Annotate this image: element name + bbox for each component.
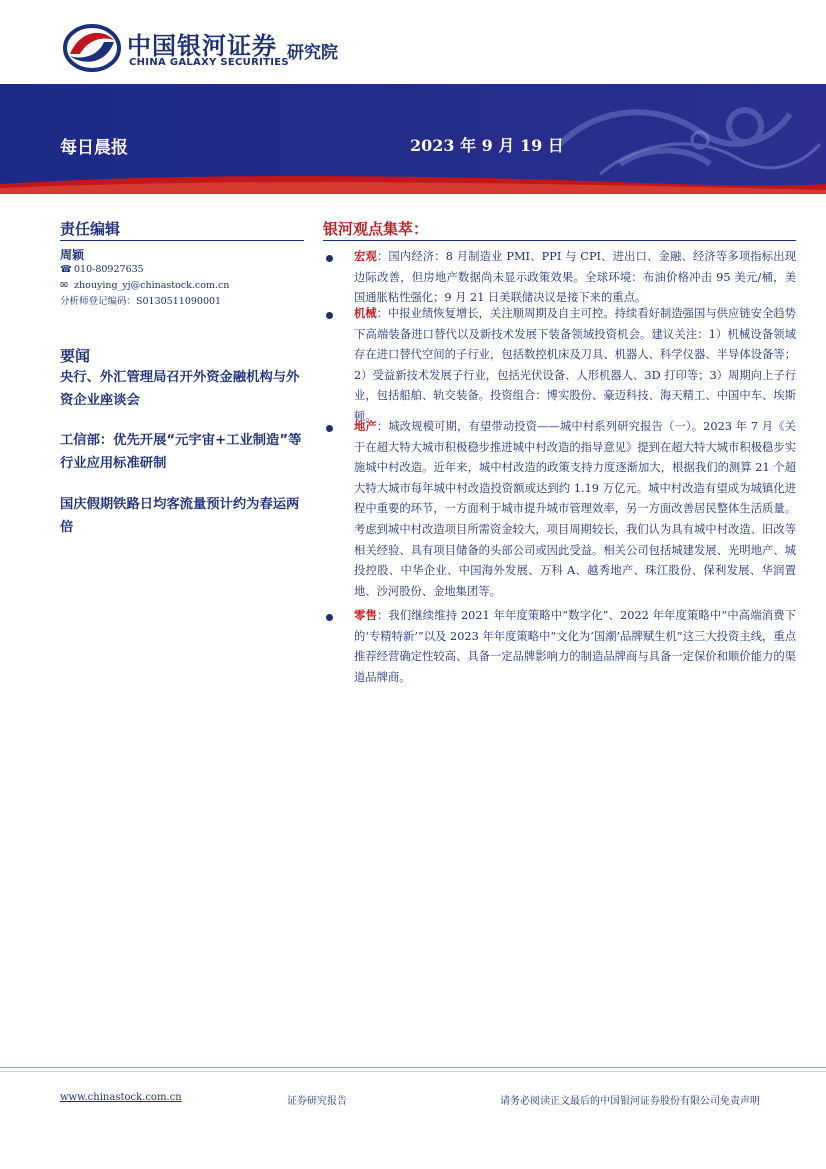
editor-section-title: 责任编辑 [60,220,121,238]
view-paragraph-property [354,417,796,602]
view-paragraph-retail [354,606,796,688]
phone-icon: ☎ [60,264,72,275]
bullet-icon [326,255,333,262]
footer-divider [0,1067,826,1068]
report-type-title: 每日晨报 [60,138,128,158]
editor-phone-row [60,264,144,275]
bullet-icon [326,312,333,319]
envelope-icon: ✉ [60,280,68,291]
news-item: 央行、外汇管理局召开外资金融机构与外资企业座谈会 [60,370,300,408]
editor-name: 周颖 [60,248,85,262]
logo-english-name: CHINA GALAXY SECURITIES [129,57,289,68]
view-paragraph-macro [354,247,796,309]
news-item: 工信部：优先开展“元宇宙+工业制造”等行业应用标准研制 [60,433,302,471]
editor-email-row [60,280,229,291]
institute-label: 研究院 [287,43,338,63]
view-text: ：我们继续维持 2021 年年度策略中“数字化”、2022 年年度策略中“中高端消费下的‘专精特新’”以及 2023 年年度策略中“文化为‘国潮’品牌赋生机”这三大投资主线，重点推荐经营确定性较高、具备一定品牌影响力的制造品牌商与具备一定保价和顺价能力的渠道品牌商。 [354,609,796,684]
view-label: 零售 [354,609,377,622]
bullet-icon [326,614,333,621]
editor-email[interactable]: zhouying_yj@chinastock.com.cn [74,280,230,291]
view-label: 地产 [354,420,377,433]
editor-divider [60,240,304,241]
view-label: 机械 [354,307,377,320]
view-text: ：城改规模可期，有望带动投资——城中村系列研究报告（一）。2023 年 7 月《关于在超大特大城市积极稳步推进城中村改造的指导意见》提到在超大特大城市积极稳步实施城中村改造。近年来，城中村改造的政策支持力度逐渐加大，根据我们的测算 21 个超大特大城市每年城中村改造投资额或达到约 1.19 万亿元。城中村改造有望成为城镇化进程中重要的环节，一方面利于城市提升城市管理效率，另一方面改善居民整体生活质量。考虑到城中村改造项目所需资金较大，项目周期较长，我们认为具有城中村改造、旧改等相关经验、具有项目储备的头部公司或因此受益。相关公司包括城建发展、光明地产、城投控股、中华企业、中国海外发展、万科 A、越秀地产、珠江股份、保利发展、华润置地、沙河股份、金地集团等。 [354,420,796,598]
news-item: 国庆假期铁路日均客流量预计约为春运两倍 [60,497,300,535]
galaxy-logo-icon [62,20,122,76]
views-divider [323,240,796,241]
view-text: ：中报业绩恢复增长，关注顺周期及自主可控。持续看好制造强国与供应链安全趋势下高端装备进口替代以及新技术发展下装备领域投资机会。建议关注：1）机械设备领域存在进口替代空间的子行业，包括数控机床及刀具、机器人、科学仪器、半导体设备等；2）受益新技术发展子行业，包括光伏设备、人形机器人、3D 打印等；3）周期向上子行业，包括船舶、轨交装备。投资组合：博实股份、豪迈科技、海天精工、中国中车、埃斯顿。 [354,307,796,423]
logo-chinese-name: 中国银河证券 [127,32,277,60]
bullet-icon [326,425,333,432]
editor-license: 分析师登记编码：S0130511090001 [60,296,222,307]
editor-phone: 010-80927635 [74,264,144,275]
view-text: ：国内经济：8 月制造业 PMI、PPI 与 CPI、进出口、金融、经济等多项指标出现边际改善，但房地产数据尚未显示政策效果。全球环境：布油价格冲击 95 美元/桶，美国通胀粘性强化；9 月 21 日美联储决议是接下来的重点。 [354,250,796,305]
footer-disclaimer: 请务必阅读正文最后的中国银河证券股份有限公司免责声明 [500,1096,760,1107]
company-logo [62,20,362,80]
report-date: 2023 年 9 月 19 日 [410,136,564,155]
view-label: 宏观 [354,250,377,263]
views-section-title: 银河观点集萃： [323,220,429,238]
footer-divider [0,1071,826,1072]
footer-website-link[interactable]: www.chinastock.com.cn [60,1092,182,1103]
footer-category: 证券研究报告 [287,1096,347,1107]
view-paragraph-machinery [354,304,796,428]
news-section-title: 要闻 [60,347,91,365]
